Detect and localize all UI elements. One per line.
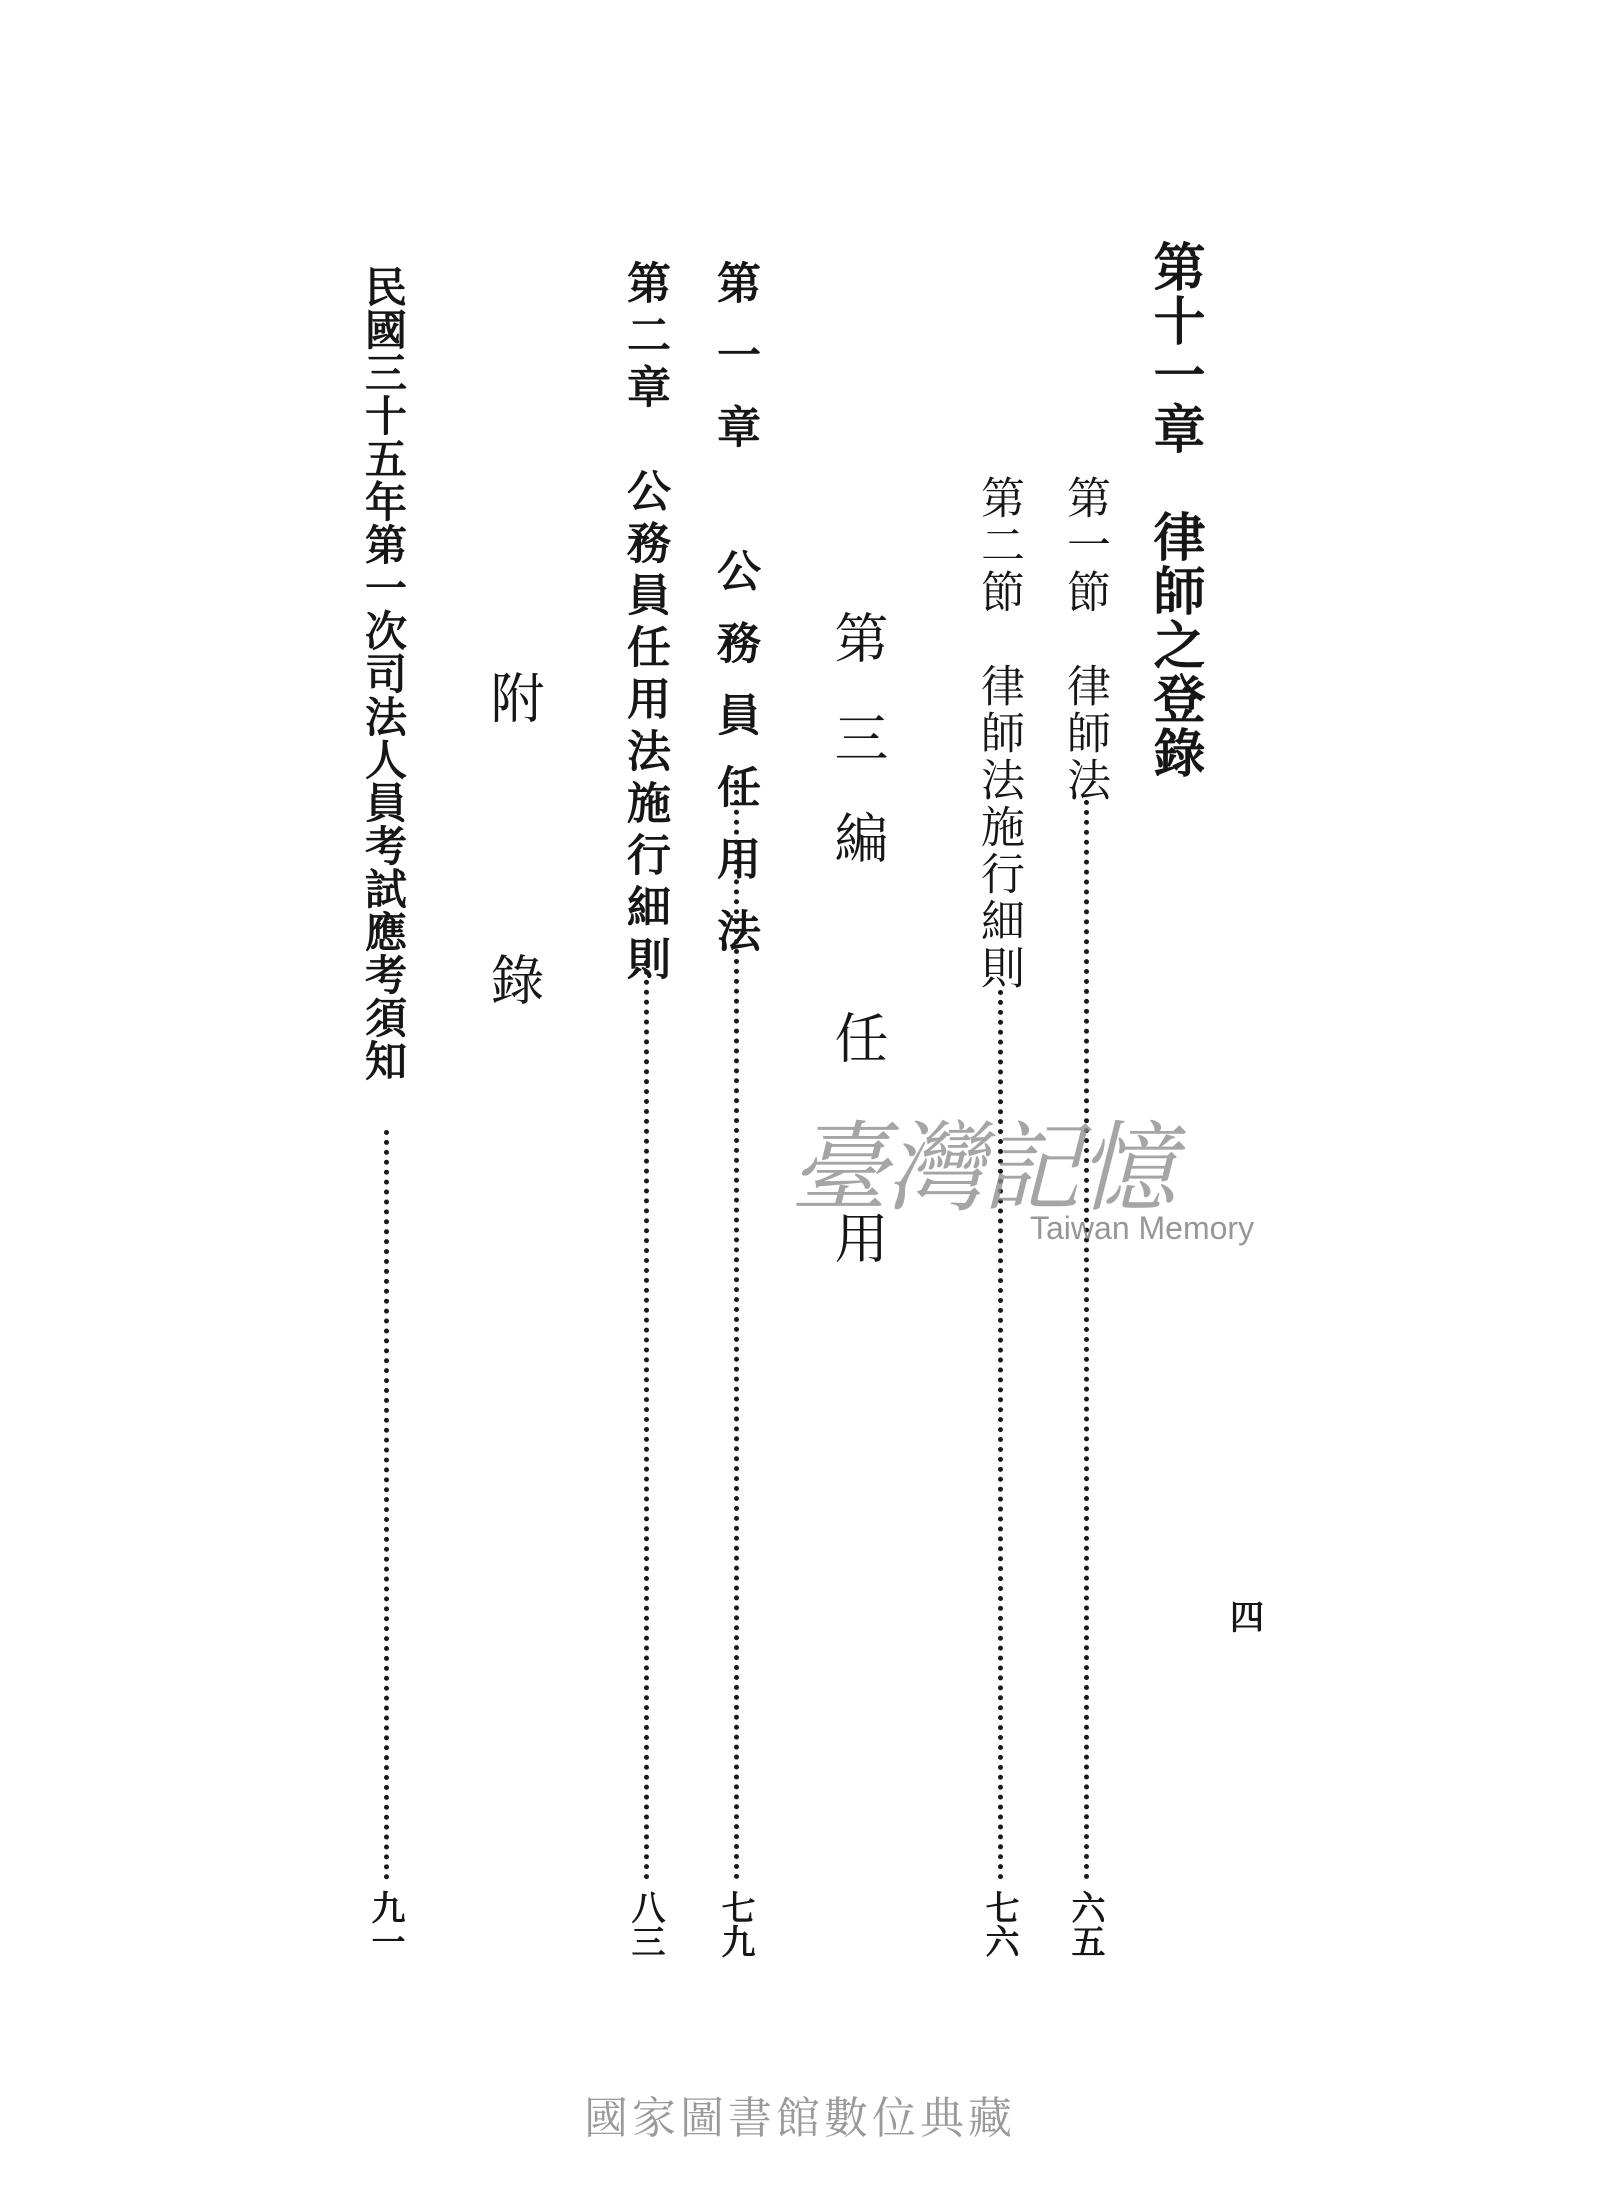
toc-chapter-entry: 第一章 公務員任用法 bbox=[709, 260, 760, 980]
watermark-english-text: Taiwan Memory bbox=[1030, 1210, 1255, 1246]
toc-chapter-heading: 第十一章 律師之登錄 bbox=[1144, 240, 1205, 780]
toc-page-number: 六五 bbox=[1065, 1890, 1105, 1958]
leader-dots bbox=[734, 770, 739, 1880]
library-footer: 國家圖書館數位典藏 bbox=[584, 2093, 1016, 2144]
watermark-logo bbox=[790, 1090, 1270, 1260]
toc-chapter-entry: 第二章 公務員任用法施行細則 bbox=[619, 260, 670, 988]
page-number-marker: 四 bbox=[1230, 1598, 1264, 1638]
toc-section-entry: 第一節 律師法 bbox=[1059, 475, 1110, 804]
toc-page-number: 七六 bbox=[979, 1890, 1019, 1958]
toc-page-number: 七九 bbox=[715, 1890, 755, 1958]
leader-dots bbox=[644, 950, 649, 1880]
leader-dots bbox=[1084, 800, 1089, 1880]
toc-section-entry: 第二節 律師法施行細則 bbox=[973, 475, 1024, 992]
watermark-chinese-text: 臺灣記憶 bbox=[790, 1112, 1175, 1226]
part-divider-title: 第三編 任 用 bbox=[826, 610, 889, 1310]
leader-dots bbox=[384, 1130, 389, 1880]
toc-page-number: 九一 bbox=[365, 1890, 405, 1958]
toc-page-number: 八三 bbox=[625, 1890, 665, 1958]
appendix-title: 附 錄 bbox=[482, 670, 545, 1046]
toc-appendix-entry: 民國三十五年第一次司法人員考試應考須知 bbox=[359, 265, 408, 1082]
